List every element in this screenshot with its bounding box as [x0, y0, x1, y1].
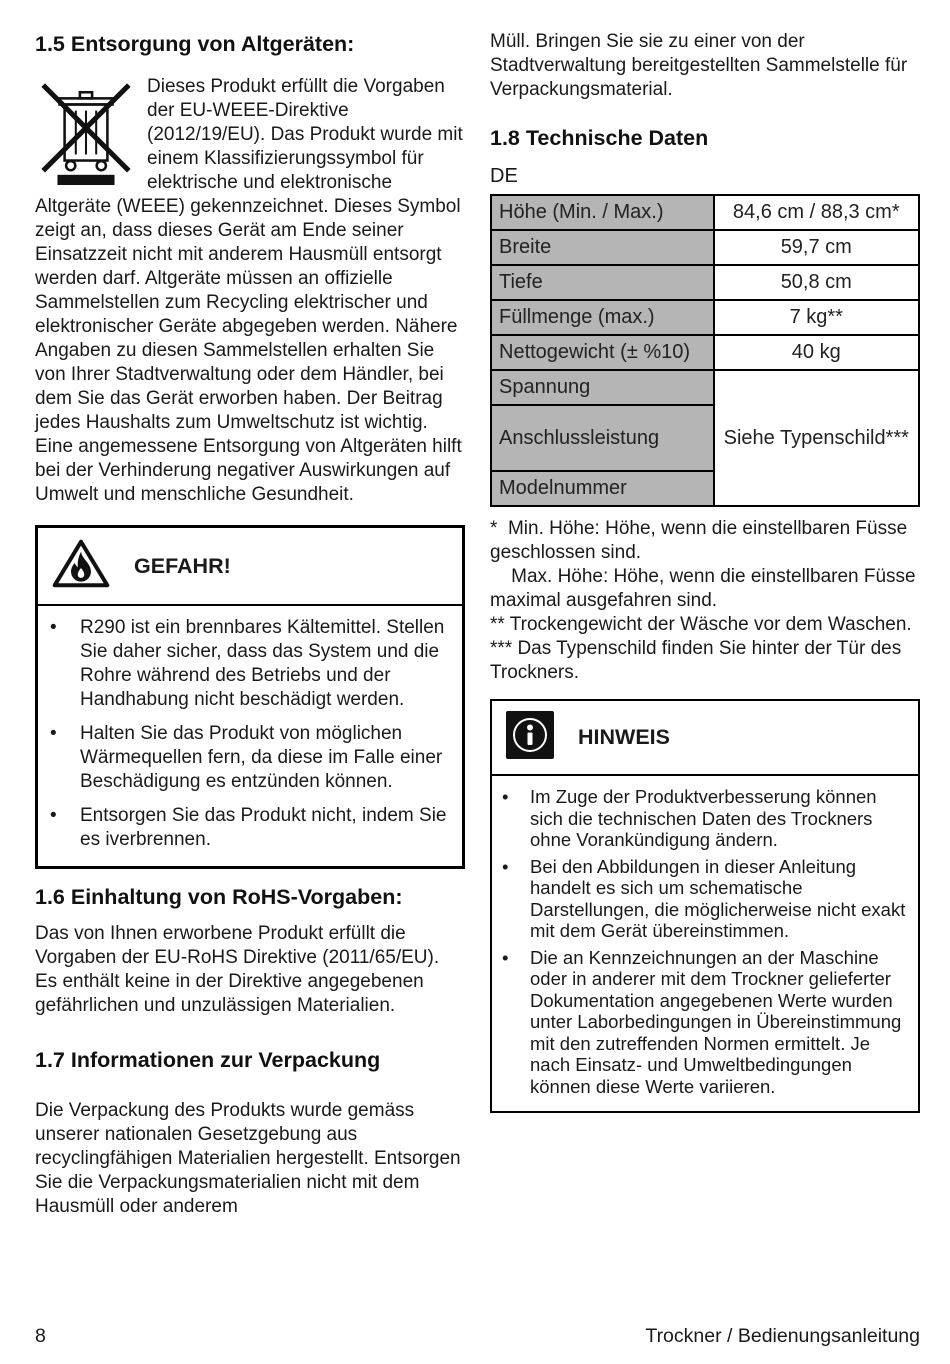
section-1-6-heading: 1.6 Einhaltung von RoHS-Vorgaben:	[35, 885, 403, 909]
table-label-cell: Höhe (Min. / Max.)	[491, 195, 714, 230]
flammable-warning-icon	[52, 538, 110, 594]
language-label: DE	[490, 165, 518, 187]
note-bullet-list	[492, 776, 918, 1111]
page-number: 8	[35, 1325, 46, 1347]
danger-box-title: GEFAHR!	[134, 553, 231, 578]
footnote: * Min. Höhe: Höhe, wenn die einstellbaren Füsse geschlossen sind.	[490, 518, 913, 563]
packaging-continuation-paragraph: Müll. Bringen Sie sie zu einer von der Stadtverwaltung bereitgestellten Sammelstelle für Verpackungsmaterial.	[490, 31, 908, 100]
footnote: Max. Höhe: Höhe, wenn die einstellbaren Füsse maximal ausgefahren sind.	[490, 566, 921, 611]
table-value-cell: 50,8 cm	[714, 265, 919, 300]
right-column	[490, 30, 920, 1219]
table-footnotes	[490, 517, 920, 685]
technical-data-table	[490, 194, 920, 507]
table-row	[491, 195, 919, 230]
note-bullet: • Bei den Abbildungen in dieser Anleitung handelt es sich um schematische Darstellungen, die möglicherweise nicht exakt mit dem Gerät übereinstimmen.	[496, 856, 908, 942]
section-1-5-heading: 1.5 Entsorgung von Altgeräten:	[35, 32, 355, 56]
section-1-5-paragraph	[35, 75, 465, 507]
table-label-cell: Nettogewicht (± %10)	[491, 335, 714, 370]
danger-box-header	[38, 528, 462, 606]
table-value-cell: 40 kg	[714, 335, 919, 370]
section-1-6-paragraph: Das von Ihnen erworbene Produkt erfüllt die Vorgaben der EU-RoHS Direktive (2011/65/EU). Es enthält keine in der Direktive angegebenen gefährlichen und unzulässigen Materialien.	[35, 923, 440, 1016]
note-bullet: • Im Zuge der Produktverbesserung können sich die technischen Daten des Trockners ohne Vorankündigung ändern.	[496, 786, 908, 851]
section-1-7-heading: 1.7 Informationen zur Verpackung	[35, 1048, 381, 1072]
note-box-title: HINWEIS	[578, 725, 670, 749]
table-label-cell: Breite	[491, 230, 714, 265]
note-box-header	[492, 701, 918, 776]
note-bullet: • Die an Kennzeichnungen an der Maschine oder in anderer mit dem Trockner gelieferter Dokumentation angegebenen Werte wurden unter Laborbedingungen in Übereinstimmung mit den zutreffenden Normen ermittelt. Je nach Einsatz- und Umweltbedingungen können diese Werte variieren.	[496, 947, 908, 1098]
left-column	[35, 30, 465, 1219]
table-row	[491, 265, 919, 300]
table-row	[491, 335, 919, 370]
table-value-cell: 7 kg**	[714, 300, 919, 335]
document-title: Trockner / Bedienungsanleitung	[645, 1325, 920, 1347]
table-label-cell: Modelnummer	[491, 471, 714, 506]
table-label-cell: Spannung	[491, 370, 714, 405]
section-1-8-heading: 1.8 Technische Daten	[490, 126, 709, 150]
weee-crossed-bin-icon	[35, 79, 137, 185]
footnote: ** Trockengewicht der Wäsche vor dem Waschen.	[490, 614, 912, 635]
danger-box	[35, 525, 465, 869]
danger-bullet: • Entsorgen Sie das Produkt nicht, indem Sie es iverbrennen.	[42, 804, 452, 852]
danger-bullet: • Halten Sie das Produkt von möglichen Wärmequellen fern, da diese im Falle einer Beschädigung es entzünden können.	[42, 722, 452, 794]
section-1-5-text: Dieses Produkt erfüllt die Vorgaben der EU-WEEE-Direktive (2012/19/EU). Das Produkt wurde mit einem Klassifizierungssymbol für elektrische und elektronische Altgeräte (WEEE) gekennzeichnet. Dieses Symbol zeigt an, dass dieses Gerät am Ende seiner Einsatzzeit nicht mit anderem Hausmüll entsorgt werden darf. Altgeräte müssen an offizielle Sammelstellen zum Recycling elektrischer und elektronischer Geräte abgegeben werden. Nähere Angaben zu diesen Sammelstellen erhalten Sie von Ihrer Stadtverwaltung oder dem Händler, bei dem Sie das Gerät erworben haben. Der Beitrag jedes Haushalts zum Umweltschutz ist wichtig. Eine angemessene Entsorgung von Altgeräten hilft bei der Verhinderung negativer Auswirkungen auf Umwelt und menschliche Gesundheit.	[35, 76, 463, 505]
footnote: *** Das Typenschild finden Sie hinter der Tür des Trockners.	[490, 638, 907, 683]
table-row	[491, 230, 919, 265]
info-icon	[506, 711, 554, 764]
danger-bullet: • R290 ist ein brennbares Kältemittel. Stellen Sie daher sicher, dass das System und die Rohre während des Betriebs und der Handhabung nicht beschädigt werden.	[42, 616, 452, 712]
table-label-cell: Tiefe	[491, 265, 714, 300]
section-1-7-paragraph: Die Verpackung des Produkts wurde gemäss unserer nationalen Gesetzgebung aus recyclingfähigen Materialien hergestellt. Entsorgen Sie die Verpackungsmaterialien nicht mit dem Hausmüll oder anderem	[35, 1100, 461, 1217]
table-merged-value-cell: Siehe Typenschild***	[714, 370, 919, 506]
table-row	[491, 300, 919, 335]
table-value-cell: 59,7 cm	[714, 230, 919, 265]
table-value-cell: 84,6 cm / 88,3 cm*	[714, 195, 919, 230]
table-row	[491, 370, 919, 405]
table-label-cell: Anschlussleistung	[491, 405, 714, 471]
danger-bullet-list	[38, 606, 462, 866]
note-box	[490, 699, 920, 1113]
table-label-cell: Füllmenge (max.)	[491, 300, 714, 335]
